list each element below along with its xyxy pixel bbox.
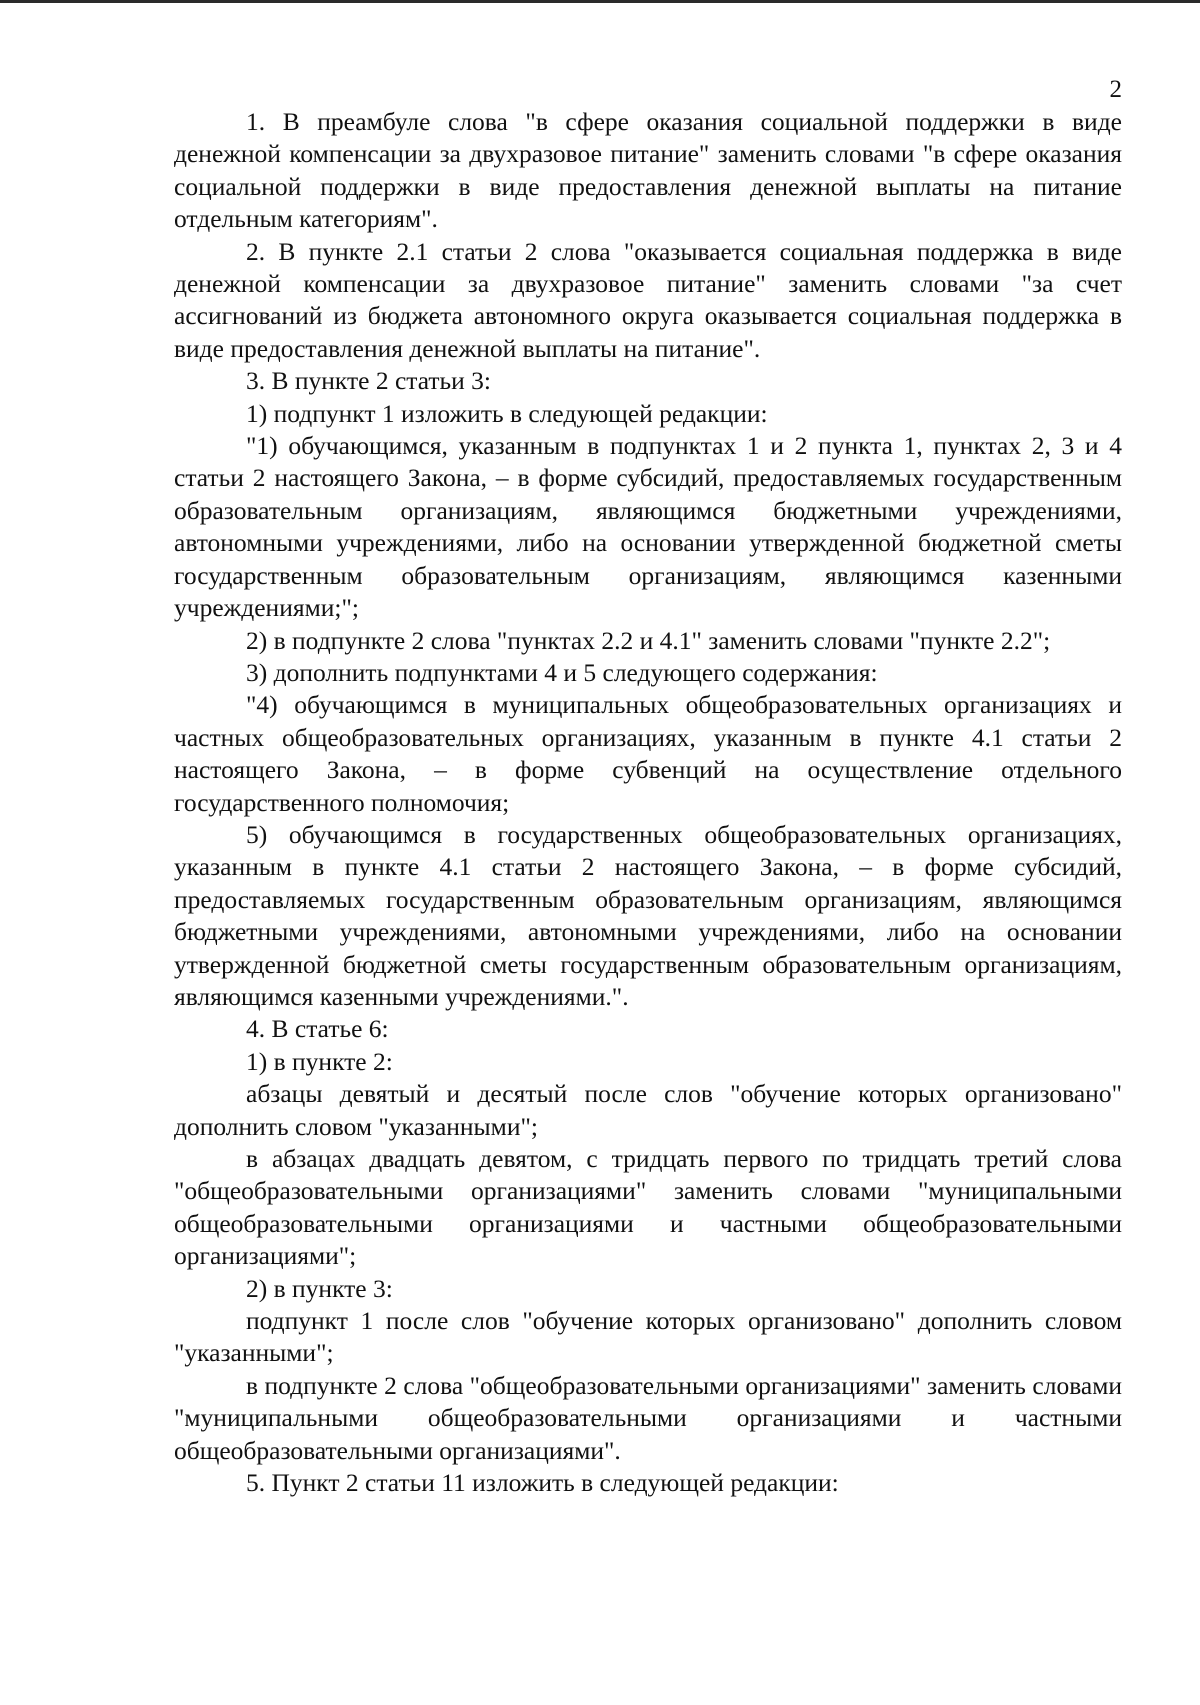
- paragraph-subitem1-heading: 1) подпункт 1 изложить в следующей редакции:: [246, 398, 768, 428]
- paragraph-article6-item3-heading: 2) в пункте 3:: [246, 1273, 393, 1303]
- paragraph-subitem1-text: "1) обучающимся, указанным в подпунктах 1 и 2 пункта 1, пунктах 2, 3 и 4 статьи 2 настоящего Закона, – в форме субсидий, предоставляемых государственным образовательным организациям, являющимся бюджетными учреждениями, автономными учреждениями, либо на основании утвержденной бюджетной сметы государственным образовательным организациям, являющимся казенными учреждениями;";: [174, 431, 1122, 623]
- paragraph-article6-item2-abz9-10: абзацы девятый и десятый после слов "обучение которых организовано" дополнить словом "указанными";: [174, 1079, 1122, 1141]
- paragraph-article6-item2-abz29-33: в абзацах двадцать девятом, с тридцать первого по тридцать третий слова "общеобразовательными организациями" заменить словами "муниципальными общеобразовательными организациями и частными общеобразовательными организациями";: [174, 1144, 1122, 1271]
- paragraph-article6-item2-heading: 1) в пункте 2:: [246, 1046, 393, 1076]
- paragraph-article6-item3-sub1: подпункт 1 после слов "обучение которых организовано" дополнить словом "указанными";: [174, 1306, 1122, 1368]
- paragraph-new-subitem4: "4) обучающимся в муниципальных общеобразовательных организациях и частных общеобразовательных организациях, указанным в пункте 4.1 статьи 2 настоящего Закона, – в форме субвенций на осуществление отдельного государственного полномочия;: [174, 690, 1122, 817]
- paragraph-preamble-amendment: 1. В преамбуле слова "в сфере оказания социальной поддержки в виде денежной компенсации за двухразовое питание" заменить словами "в сфере оказания социальной поддержки в виде предоставления денежной выплаты на питание отдельным категориям".: [174, 107, 1122, 234]
- top-border-line: [0, 0, 1200, 3]
- paragraph-article2-item2-1: 2. В пункте 2.1 статьи 2 слова "оказывается социальная поддержка в виде денежной компенсации за двухразовое питание" заменить словами "за счет ассигнований из бюджета автономного округа оказывается социальная поддержка в виде предоставления денежной выплаты на питание".: [174, 236, 1122, 363]
- paragraph-subitem2: 2) в подпункте 2 слова "пунктах 2.2 и 4.1" заменить словами "пункте 2.2";: [246, 625, 1051, 655]
- paragraph-article3-item2-heading: 3. В пункте 2 статьи 3:: [246, 366, 492, 396]
- document-body: [174, 106, 1122, 1499]
- paragraph-new-subitem5: 5) обучающимся в государственных общеобразовательных организациях, указанным в пункте 4.1 статьи 2 настоящего Закона, – в форме субсидий, предоставляемых государственным образовательным организациям, являющимся бюджетными учреждениями, автономными учреждениями, либо на основании утвержденной бюджетной сметы государственным образовательным организациям, являющимся казенными учреждениями.".: [174, 819, 1122, 1011]
- paragraph-article6-item3-sub2: в подпункте 2 слова "общеобразовательными организациями" заменить словами "муниципальными общеобразовательными организациями и частными общеобразовательными организациями".: [174, 1370, 1122, 1465]
- paragraph-subitem3-heading: 3) дополнить подпунктами 4 и 5 следующего содержания:: [246, 657, 878, 687]
- page-number: 2: [1109, 76, 1122, 103]
- paragraph-article6-heading: 4. В статье 6:: [246, 1014, 389, 1044]
- paragraph-article11-item2-heading: 5. Пункт 2 статьи 11 изложить в следующей редакции:: [246, 1468, 839, 1498]
